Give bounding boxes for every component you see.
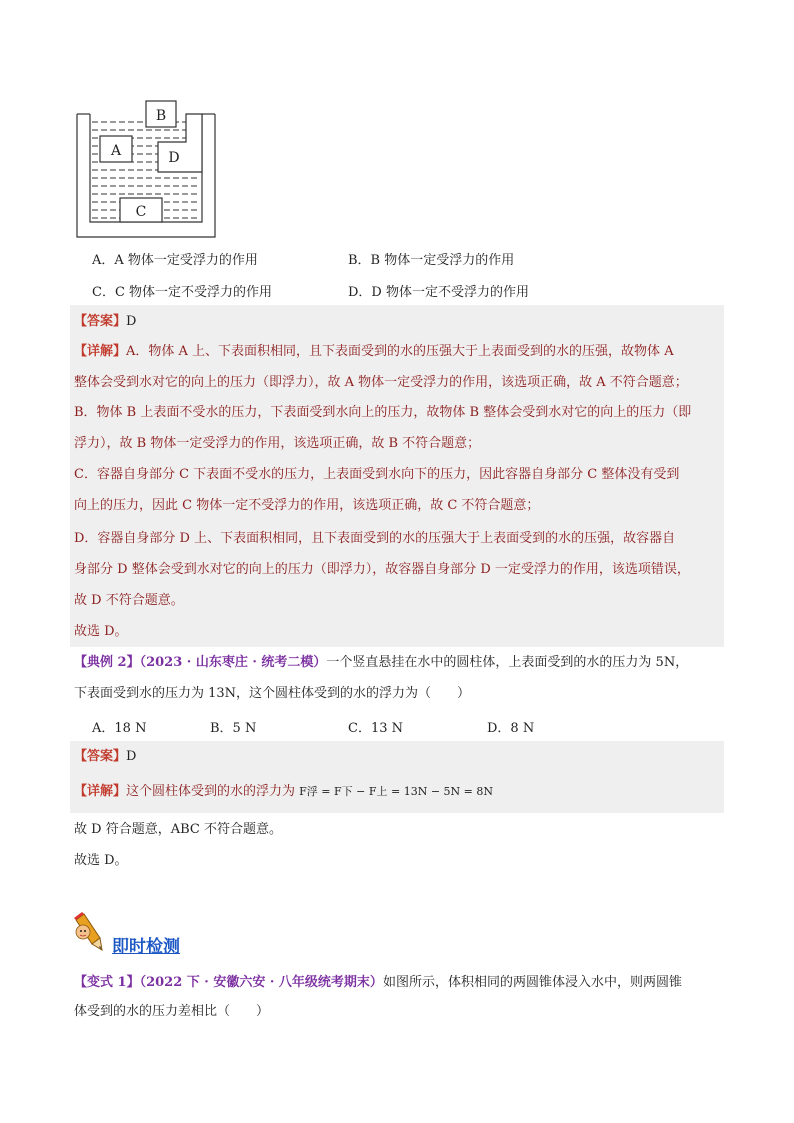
variant1-line-1 bbox=[74, 974, 682, 992]
q1-option-d: D．D 物体一定不受浮力的作用 bbox=[348, 285, 529, 300]
figure-label-d: D bbox=[168, 150, 180, 166]
variant1-text: 如图所示，体积相同的两圆锥体浸入水中，则两圆锥 bbox=[382, 975, 682, 990]
figure-label-b: B bbox=[155, 108, 167, 124]
q2-option-b: B．5 N bbox=[210, 721, 257, 736]
q2-detail-line-1 bbox=[74, 783, 493, 801]
detail-tag: 【详解】 bbox=[74, 344, 127, 359]
q1-detail-line-6: 向上的压力，因此 C 物体一定不受浮力的作用，该选项正确，故 C 不符合题意； bbox=[74, 498, 540, 513]
pencil-mascot-icon bbox=[70, 912, 104, 952]
q2-detail-line-3: 故选 D。 bbox=[74, 853, 128, 868]
q2-option-a: A．18 N bbox=[92, 721, 147, 736]
q1-detail-line-2: 整体会受到水对它的向上的压力（即浮力），故 A 物体一定受浮力的作用，该选项正确，故 A 不符合题意； bbox=[74, 375, 688, 390]
q1-detail-line-7: D．容器自身部分 D 上、下表面积相同，且下表面受到的水的压强大于上表面受到的水的压强，故容器自 bbox=[74, 531, 676, 546]
variant1-line-2: 体受到的水的压力差相比（ ） bbox=[74, 1004, 270, 1019]
q1-detail-line-9: 故 D 不符合题意。 bbox=[74, 593, 184, 608]
buoyancy-formula: F浮 = F下 − F上 = 13N − 5N = 8N bbox=[299, 785, 493, 798]
q2-answer-box bbox=[70, 741, 724, 813]
figure-label-c: C bbox=[135, 204, 147, 220]
answer-tag: 【答案】 bbox=[74, 749, 127, 764]
q2-detail-line-2: 故 D 符合题意，ABC 不符合题意。 bbox=[74, 822, 282, 837]
figure-label-a: A bbox=[110, 143, 122, 159]
section-title: 即时检测 bbox=[112, 937, 180, 957]
q2-option-d: D．8 N bbox=[487, 721, 535, 736]
q1-option-a: A．A 物体一定受浮力的作用 bbox=[92, 253, 258, 268]
q1-detail-line-10: 故选 D。 bbox=[74, 624, 128, 639]
q2-tag: 【典例 2】（2023 · 山东枣庄 · 统考二模） bbox=[74, 655, 327, 670]
q1-detail-line-8: 身部分 D 整体会受到水对它的向上的压力（即浮力），故容器自身部分 D 一定受浮力的作用，该选项错误， bbox=[74, 562, 690, 577]
answer-tag: 【答案】 bbox=[74, 314, 127, 329]
q2-text: 一个竖直悬挂在水中的圆柱体，上表面受到的水的压力为 5N， bbox=[326, 655, 689, 670]
detail-tag: 【详解】 bbox=[74, 784, 127, 799]
answer-value: D bbox=[126, 314, 137, 329]
q1-answer bbox=[74, 313, 136, 331]
q1-detail-line-4: 浮力），故 B 物体一定受浮力的作用，该选项正确，故 B 不符合题意； bbox=[74, 436, 481, 451]
q2-answer bbox=[74, 748, 136, 766]
detail-text: A．物体 A 上、下表面积相同，且下表面受到的水的压强大于上表面受到的水的压强，故物体 A bbox=[126, 344, 674, 359]
q2-stem-line-1 bbox=[74, 654, 688, 672]
q1-detail-line-3: B．物体 B 上表面不受水的压力，下表面受到水向上的压力，故物体 B 整体会受到水对它的向上的压力（即 bbox=[74, 405, 692, 420]
answer-value: D bbox=[126, 749, 137, 764]
variant1-tag: 【变式 1】（2022 下 · 安徽六安 · 八年级统考期末） bbox=[74, 975, 383, 990]
q2-option-c: C．13 N bbox=[348, 721, 403, 736]
q1-option-b: B．B 物体一定受浮力的作用 bbox=[348, 253, 515, 268]
q2-stem-line-2: 下表面受到水的压力为 13N，这个圆柱体受到的水的浮力为（ ） bbox=[74, 686, 471, 701]
detail-text: 这个圆柱体受到的水的浮力为 bbox=[126, 784, 296, 799]
q1-detail-line-5: C．容器自身部分 C 下表面不受水的压力，上表面受到水向下的压力，因此容器自身部分 C 整体没有受到 bbox=[74, 467, 680, 482]
q1-detail-line-1 bbox=[74, 343, 674, 361]
q1-option-c: C．C 物体一定不受浮力的作用 bbox=[92, 285, 273, 300]
container-figure bbox=[76, 98, 216, 238]
